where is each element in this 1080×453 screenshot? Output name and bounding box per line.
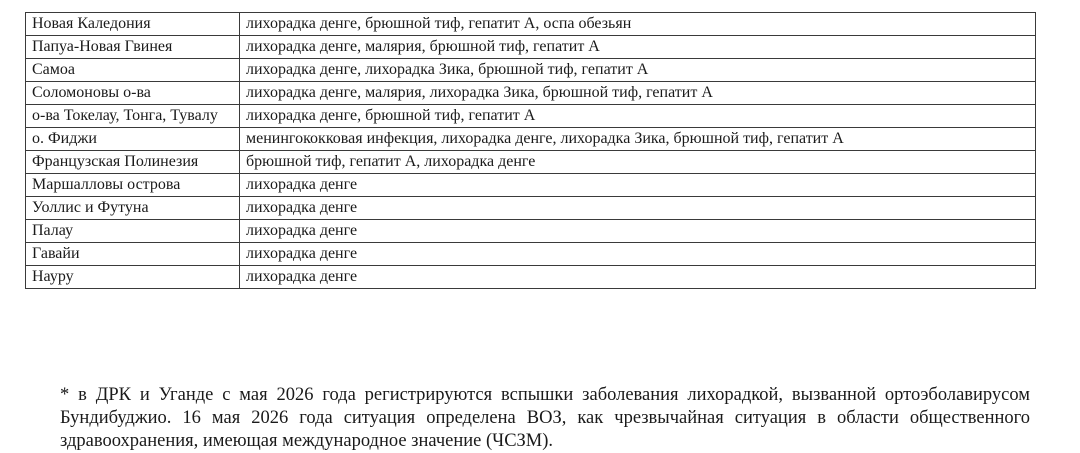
diseases-cell: лихорадка денге, брюшной тиф, гепатит А — [240, 105, 1036, 128]
diseases-cell: лихорадка денге — [240, 243, 1036, 266]
disease-table-container — [25, 12, 1035, 289]
country-cell: Соломоновы о-ва — [26, 82, 240, 105]
country-cell: о-ва Токелау, Тонга, Тувалу — [26, 105, 240, 128]
table-row — [26, 220, 1036, 243]
table-row — [26, 82, 1036, 105]
table-row — [26, 128, 1036, 151]
diseases-cell: менингококковая инфекция, лихорадка денге, лихорадка Зика, брюшной тиф, гепатит А — [240, 128, 1036, 151]
table-row — [26, 174, 1036, 197]
table-row — [26, 243, 1036, 266]
table-row — [26, 266, 1036, 289]
country-cell: о. Фиджи — [26, 128, 240, 151]
diseases-cell: лихорадка денге — [240, 197, 1036, 220]
diseases-cell: лихорадка денге, малярия, брюшной тиф, гепатит А — [240, 36, 1036, 59]
diseases-cell: лихорадка денге — [240, 220, 1036, 243]
table-row — [26, 105, 1036, 128]
table-row — [26, 151, 1036, 174]
footnote: * в ДРК и Уганде с мая 2026 года регистрируются вспышки заболевания лихорадкой, вызванной ортоэболавирусом Бундибуджио. 16 мая 2026 года ситуация определена ВОЗ, как чрезвычайная ситуация в области общественного здравоохранения, имеющая международное значение (ЧСЗМ). — [60, 384, 1030, 451]
diseases-cell: лихорадка денге, брюшной тиф, гепатит А, оспа обезьян — [240, 13, 1036, 36]
country-cell: Палау — [26, 220, 240, 243]
country-cell: Маршалловы острова — [26, 174, 240, 197]
country-cell: Французская Полинезия — [26, 151, 240, 174]
diseases-cell: брюшной тиф, гепатит А, лихорадка денге — [240, 151, 1036, 174]
table-row — [26, 59, 1036, 82]
country-cell: Папуа-Новая Гвинея — [26, 36, 240, 59]
country-cell: Самоа — [26, 59, 240, 82]
country-cell: Науру — [26, 266, 240, 289]
disease-table — [25, 12, 1036, 289]
table-row — [26, 197, 1036, 220]
diseases-cell: лихорадка денге — [240, 174, 1036, 197]
table-row — [26, 13, 1036, 36]
diseases-cell: лихорадка денге, малярия, лихорадка Зика, брюшной тиф, гепатит А — [240, 82, 1036, 105]
table-row — [26, 36, 1036, 59]
country-cell: Новая Каледония — [26, 13, 240, 36]
diseases-cell: лихорадка денге — [240, 266, 1036, 289]
diseases-cell: лихорадка денге, лихорадка Зика, брюшной тиф, гепатит А — [240, 59, 1036, 82]
country-cell: Уоллис и Футуна — [26, 197, 240, 220]
country-cell: Гавайи — [26, 243, 240, 266]
